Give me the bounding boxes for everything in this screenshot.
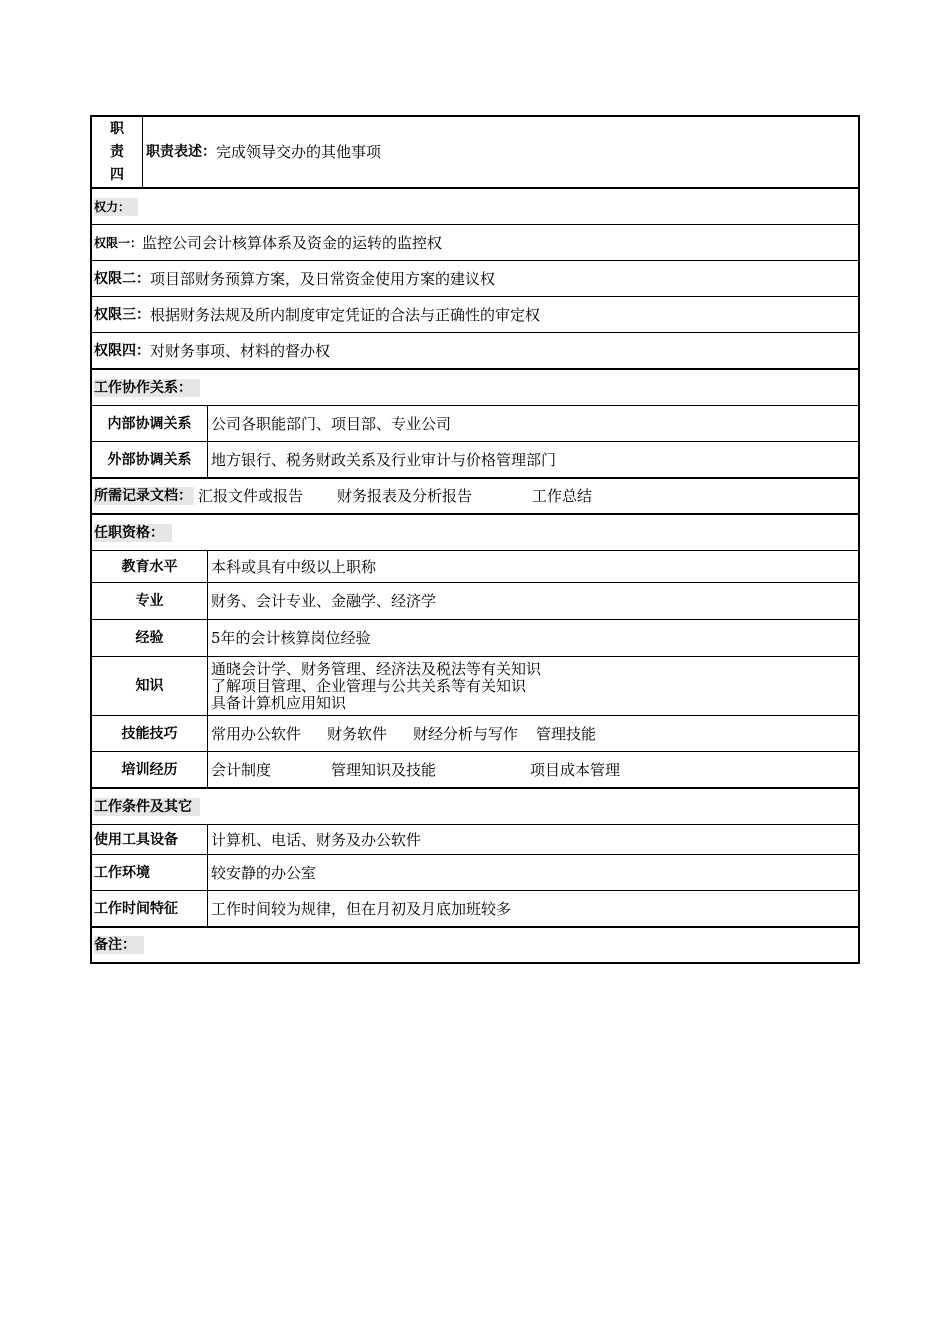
experience-text: 5年的会计核算岗位经验 (211, 629, 371, 647)
major-text: 财务、会计专业、金融学、经济学 (211, 592, 437, 610)
duty4-desc-label: 职责表述： (146, 144, 216, 160)
authority-item-3 (90, 297, 860, 333)
major-label: 专业 (92, 583, 208, 619)
worktime-row (90, 891, 860, 928)
authority-item-4-text: 对财务事项、材料的督办权 (150, 341, 331, 360)
education-row (90, 551, 860, 583)
environment-text: 较安静的办公室 (211, 863, 317, 882)
records-item-1: 汇报文件或报告 (198, 487, 304, 505)
duty4-char-1: 职 (110, 120, 124, 137)
experience-label: 经验 (92, 620, 208, 656)
worktime-text: 工作时间较为规律，但在月初及月底加班较多 (211, 899, 512, 918)
skills-item-3: 财经分析与写作 (413, 724, 519, 743)
relations-internal-row (90, 406, 860, 442)
major-row (90, 583, 860, 620)
experience-row (90, 620, 860, 657)
authority-item-1-text: 监控公司会计核算体系及资金的运转的监控权 (142, 233, 443, 252)
relations-external-text: 地方银行、税务财政关系及行业审计与价格管理部门 (211, 450, 557, 469)
skills-row (90, 716, 860, 752)
records-row (90, 479, 860, 515)
authority-item-2-label: 权限二： (94, 270, 150, 287)
training-label: 培训经历 (92, 752, 208, 787)
training-item-3: 项目成本管理 (530, 760, 621, 779)
tools-row (90, 825, 860, 855)
knowledge-line-3: 具备计算机应用知识 (211, 693, 347, 712)
relations-internal-label: 内部协调关系 (92, 406, 208, 441)
authority-header-row (90, 189, 860, 225)
authority-header: 权力： (94, 198, 138, 216)
authority-item-1 (90, 225, 860, 261)
relations-internal-text: 公司各职能部门、项目部、专业公司 (211, 414, 452, 433)
duty4-char-3: 四 (110, 166, 124, 183)
conditions-header-row (90, 789, 860, 825)
records-item-2: 财务报表及分析报告 (337, 487, 473, 505)
tools-label: 使用工具设备 (92, 825, 208, 854)
records-item-3: 工作总结 (532, 487, 593, 505)
training-items (208, 752, 858, 787)
duty4-row (90, 115, 860, 189)
knowledge-row (90, 657, 860, 716)
authority-item-1-label: 权限一： (94, 235, 143, 250)
duty4-label (92, 117, 143, 187)
relations-header-row (90, 370, 860, 406)
duty4-desc-text: 完成领导交办的其他事项 (216, 143, 382, 161)
training-item-1: 会计制度 (211, 760, 272, 779)
qualifications-header: 任职资格： (94, 524, 172, 542)
tools-text: 计算机、电话、财务及办公软件 (211, 830, 422, 849)
conditions-header: 工作条件及其它 (94, 798, 200, 816)
skills-item-2: 财务软件 (327, 724, 388, 743)
environment-label: 工作环境 (92, 855, 208, 890)
duty4-desc (143, 117, 858, 187)
training-row (90, 752, 860, 789)
environment-row (90, 855, 860, 891)
skills-item-4: 管理技能 (536, 724, 597, 743)
education-label: 教育水平 (92, 551, 208, 582)
relations-external-label: 外部协调关系 (92, 442, 208, 477)
authority-item-4-label: 权限四： (94, 342, 150, 359)
relations-header: 工作协作关系： (94, 379, 200, 397)
knowledge-lines (208, 657, 858, 715)
knowledge-label: 知识 (92, 657, 208, 715)
education-text: 本科或具有中级以上职称 (211, 557, 377, 576)
remarks-label: 备注： (94, 936, 144, 954)
skills-item-1: 常用办公软件 (211, 724, 302, 743)
authority-item-4 (90, 333, 860, 370)
authority-item-2 (90, 261, 860, 297)
authority-item-3-label: 权限三： (94, 306, 150, 323)
skills-label: 技能技巧 (92, 716, 208, 751)
worktime-label: 工作时间特征 (92, 891, 208, 926)
knowledge-line-1: 通晓会计学、财务管理、经济法及税法等有关知识 (211, 659, 542, 678)
skills-items (208, 716, 858, 751)
relations-external-row (90, 442, 860, 479)
remarks-row (90, 928, 860, 964)
authority-item-3-text: 根据财务法规及所内制度审定凭证的合法与正确性的审定权 (150, 305, 541, 324)
duty4-char-2: 责 (110, 143, 124, 160)
job-description-table (90, 115, 860, 964)
records-label: 所需记录文档： (94, 488, 192, 504)
qualifications-header-row (90, 515, 860, 551)
knowledge-line-2: 了解项目管理、企业管理与公共关系等有关知识 (211, 676, 527, 695)
authority-item-2-text: 项目部财务预算方案，及日常资金使用方案的建议权 (150, 269, 496, 288)
training-item-2: 管理知识及技能 (331, 760, 437, 779)
